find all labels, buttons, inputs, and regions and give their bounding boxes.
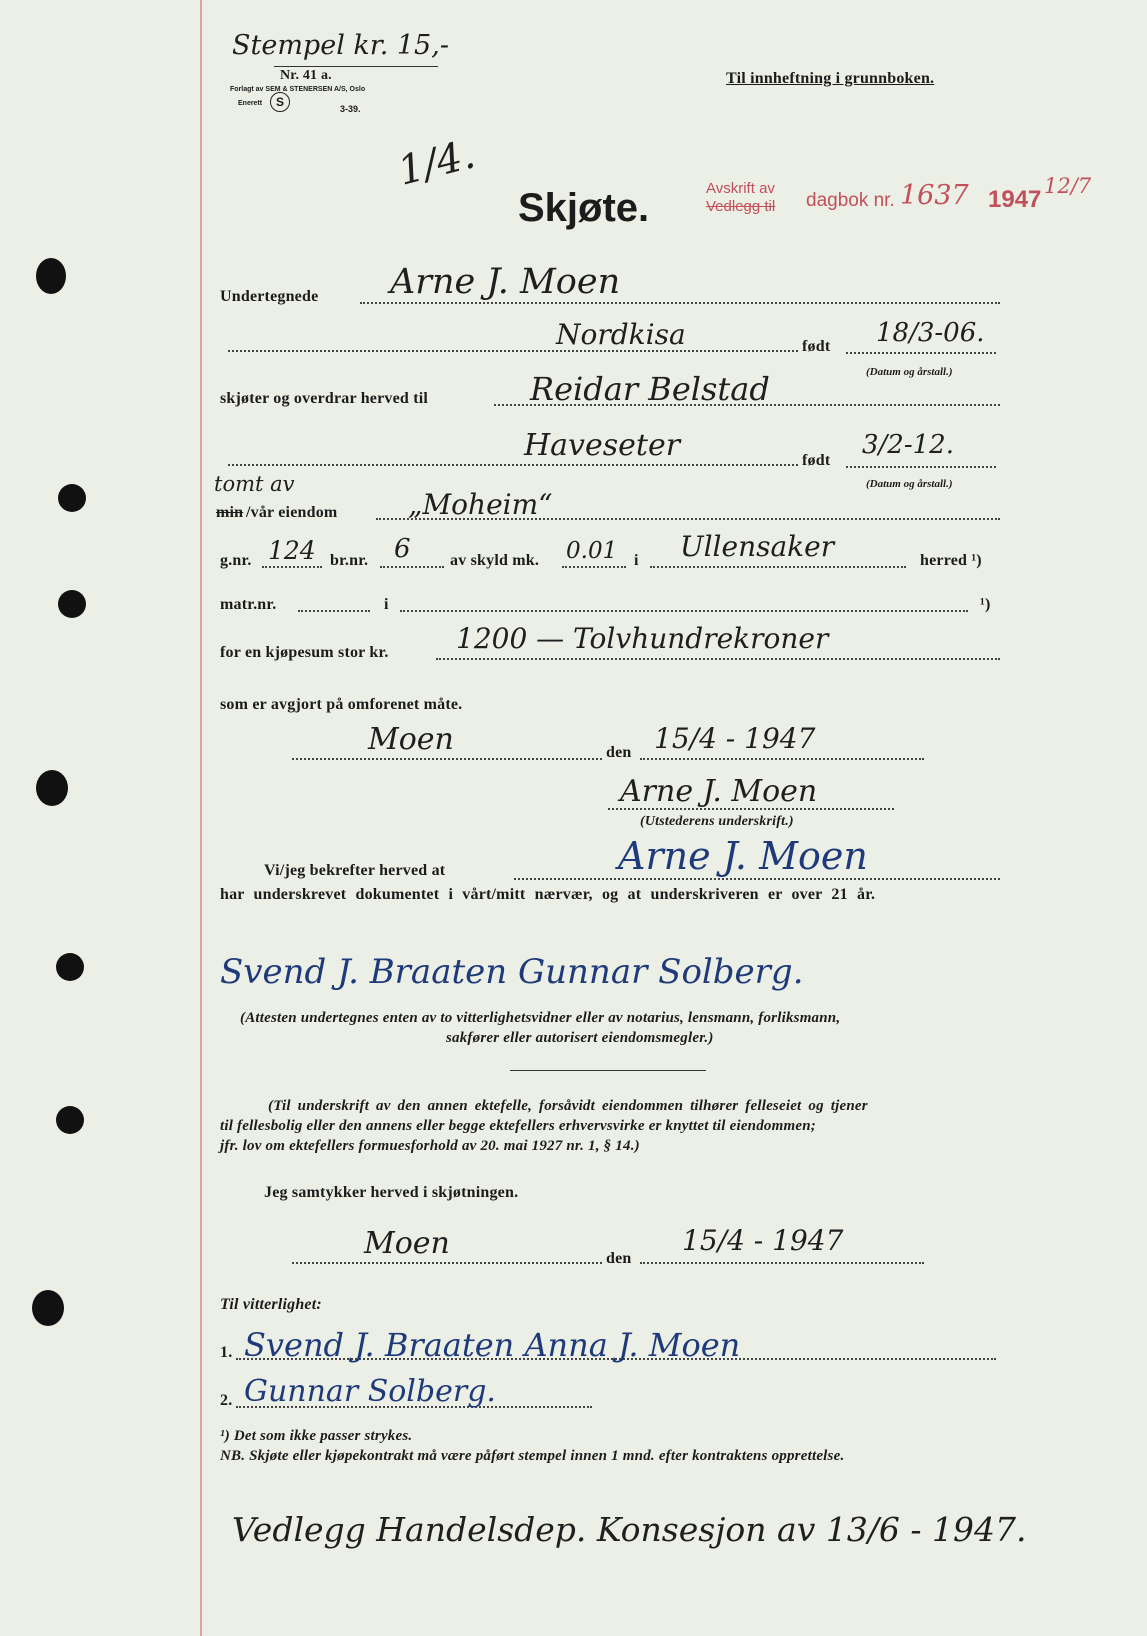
- consent-den-label: den: [606, 1250, 632, 1267]
- binder-hole: [58, 590, 86, 618]
- price-value: 1200 — Tolvhundrekroner: [456, 622, 829, 655]
- sign-date: 15/4 - 1947: [654, 722, 816, 755]
- transfer-label: skjøter og overdrar herved til: [220, 390, 429, 407]
- matr-footnote: ¹): [980, 596, 991, 613]
- gnr-label: g.nr.: [220, 552, 252, 569]
- stamp-note: Stempel kr. 15,-: [232, 30, 449, 61]
- witness-signatures: Svend J. Braaten Gunnar Solberg.: [220, 952, 804, 992]
- attest-note-1: (Attesten undertegnes enten av to vitterlighetsvidner eller av notarius, lensmann, forliksmann,: [240, 1010, 841, 1026]
- vedlegg-label: Vedlegg til: [706, 198, 776, 215]
- witness2-signature: Gunnar Solberg.: [244, 1374, 496, 1409]
- matr-i-label: i: [384, 596, 389, 613]
- dagbok-year: 1947: [988, 186, 1042, 213]
- i-label: i: [634, 552, 639, 569]
- consent-place-line: [292, 1262, 602, 1264]
- spouse-note-1: (Til underskrift av den annen ektefelle, forsåvidt eiendommen tilhører felleseiet og tjener: [268, 1098, 868, 1114]
- buyer-birth-line: [846, 466, 996, 468]
- buyer-place: Haveseter: [524, 428, 681, 463]
- buyer-name: Reidar Belstad: [530, 370, 770, 408]
- avskrift-label: Avskrift av: [706, 180, 775, 197]
- property-insert: tomt av: [214, 472, 295, 496]
- brnr-line: [380, 566, 444, 568]
- property-label: /vår eiendom: [246, 504, 338, 521]
- brnr-value: 6: [394, 534, 411, 564]
- witness2-number: 2.: [220, 1392, 233, 1409]
- attest-note-2: sakfører eller autorisert eiendomsmegler.): [446, 1030, 714, 1046]
- bottom-note: Vedlegg Handelsdep. Konsesjon av 13/6 - 1947.: [232, 1510, 1027, 1549]
- buyer-birth: 3/2-12.: [862, 430, 954, 460]
- property-name: „Moheim“: [408, 488, 553, 521]
- agreed-text: som er avgjort på omforenet måte.: [220, 696, 463, 713]
- consent-place: Moen: [364, 1226, 450, 1261]
- seller-name-line: [360, 302, 1000, 304]
- gnr-value: 124: [268, 536, 316, 565]
- herred-line: [650, 566, 906, 568]
- buyer-place-line: [228, 464, 798, 466]
- publisher-logo: S: [270, 92, 290, 112]
- matr-label: matr.nr.: [220, 596, 277, 613]
- skyld-value: 0.01: [566, 538, 618, 564]
- form-number: Nr. 41 a.: [280, 68, 332, 83]
- binder-hole: [32, 1290, 64, 1326]
- signature-caption: (Utstederens underskrift.): [640, 814, 794, 829]
- filing-note: Til innheftning i grunnboken.: [726, 70, 935, 87]
- dagbok-label: dagbok nr.: [806, 190, 895, 211]
- red-margin-line: [200, 0, 202, 1636]
- margin-mark: 1/4.: [393, 131, 480, 195]
- witness1-number: 1.: [220, 1344, 233, 1361]
- gnr-line: [262, 566, 322, 568]
- witness1-signature: Svend J. Braaten Anna J. Moen: [244, 1326, 741, 1364]
- price-line: [436, 658, 1000, 660]
- den-label: den: [606, 744, 632, 761]
- herred-label: herred ¹): [920, 552, 982, 569]
- matr-place-line: [400, 610, 968, 612]
- binder-hole: [36, 258, 66, 294]
- seller-birth-line: [846, 352, 996, 354]
- sign-place-line: [292, 758, 602, 760]
- seller-birth: 18/3-06.: [876, 318, 985, 348]
- sign-date-line: [640, 758, 924, 760]
- binder-hole: [58, 484, 86, 512]
- binder-hole: [56, 1106, 84, 1134]
- stamp-underline: [274, 66, 438, 67]
- price-label: for en kjøpesum stor kr.: [220, 644, 389, 661]
- sign-place: Moen: [368, 722, 454, 757]
- binder-hole: [56, 953, 84, 981]
- herred-value: Ullensaker: [680, 530, 835, 563]
- publisher-enerett: Enerett: [238, 100, 263, 107]
- dagbok-date-note: 12/7: [1044, 174, 1092, 198]
- matr-line: [298, 610, 370, 612]
- footnote-nb: NB. Skjøte eller kjøpekontrakt må være påført stempel innen 1 mnd. efter kontraktens opprettelse.: [220, 1448, 845, 1464]
- fodt-label: født: [802, 338, 831, 355]
- consent-text: Jeg samtykker herved i skjøtningen.: [264, 1184, 519, 1201]
- witness-line: [514, 878, 1000, 880]
- binder-hole: [36, 770, 68, 806]
- seller-name: Arne J. Moen: [390, 262, 621, 302]
- witness-name: Arne J. Moen: [618, 834, 868, 878]
- witness-label: Vi/jeg bekrefter herved at: [264, 862, 446, 879]
- datum-caption: (Datum og årstall.): [866, 366, 953, 378]
- skyld-line: [562, 566, 626, 568]
- fodt-label-2: født: [802, 452, 831, 469]
- vitterlighet-label: Til vitterlighet:: [220, 1296, 322, 1313]
- undertegnede-label: Undertegnede: [220, 288, 319, 305]
- spouse-note-3: jfr. lov om ektefellers formuesforhold av 20. mai 1927 nr. 1, § 14.): [220, 1138, 640, 1154]
- property-label-strike: min: [216, 504, 244, 521]
- publisher-date: 3-39.: [340, 104, 361, 114]
- seller-place-line: [228, 350, 798, 352]
- datum-caption-2: (Datum og årstall.): [866, 478, 953, 490]
- publisher-line: Forlagt av SEM & STENERSEN A/S, Oslo: [230, 86, 366, 93]
- witness-statement: har underskrevet dokumentet i vårt/mitt nærvær, og at underskriveren er over 21 år.: [220, 886, 876, 903]
- skyld-label: av skyld mk.: [450, 552, 540, 569]
- dagbok-number: 1637: [900, 180, 969, 211]
- consent-date: 15/4 - 1947: [682, 1224, 844, 1257]
- separator-rule: [510, 1070, 706, 1071]
- footnote-1: ¹) Det som ikke passer strykes.: [220, 1428, 413, 1444]
- document-title: Skjøte.: [518, 186, 650, 230]
- spouse-note-2: til fellesbolig eller den annens eller begge ektefellers erhvervsvirke er knyttet til eiendommen;: [220, 1118, 816, 1134]
- seller-place: Nordkisa: [556, 318, 686, 351]
- consent-date-line: [640, 1262, 924, 1264]
- brnr-label: br.nr.: [330, 552, 369, 569]
- seller-signature: Arne J. Moen: [620, 774, 818, 809]
